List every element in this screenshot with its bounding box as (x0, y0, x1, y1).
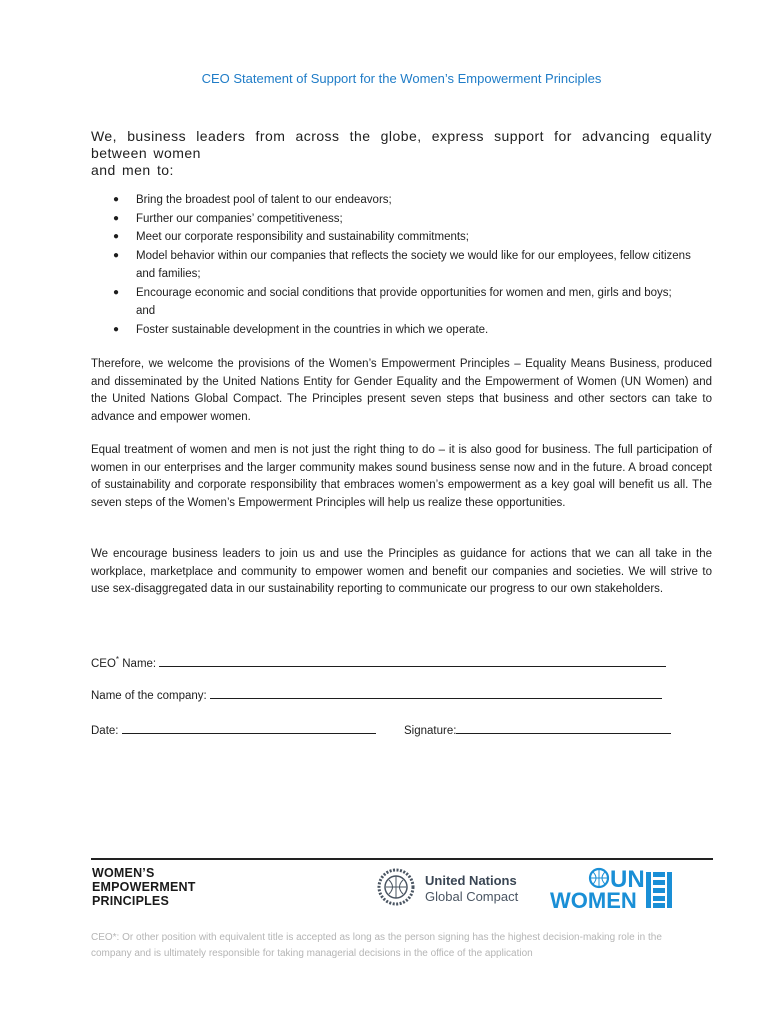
company-name-input[interactable] (210, 686, 662, 699)
date-input[interactable] (122, 721, 376, 734)
ceo-footnote: CEO*: Or other position with equivalent title is accepted as long as the person signing has the highest decision-making role in the company and is ultimately responsible for taking managerial decisions in the office of the application (91, 932, 662, 959)
bullet-icon: ● (113, 212, 120, 224)
un-women-equality-icon (646, 872, 672, 908)
un-women-logo-women: WOMEN (550, 888, 637, 910)
list-item: ● Encourage economic and social conditions that provide opportunities for women and men, girls and boys; and (91, 284, 691, 321)
un-women-logo-un: UN (610, 866, 645, 893)
un-women-logo (550, 866, 680, 910)
bullet-icon: ● (113, 323, 120, 335)
intro-line-2: between women (91, 145, 201, 161)
list-item: ● Bring the broadest pool of talent to our endeavors; (91, 191, 691, 210)
ceo-name-input[interactable] (159, 654, 666, 667)
commitments-list (91, 191, 691, 339)
un-global-compact-logo: United Nations Global Compact (425, 873, 519, 904)
page-title: CEO Statement of Support for the Women’s Empowerment Principles (201, 71, 602, 86)
paragraph-welcome: Therefore, we welcome the provisions of the Women’s Empowerment Principles – Equality Means Business, produced and disseminated by the United Nations Entity for Gender Equality and the Empowerment of Women (UN Women) and the United Nations Global Compact. The Principles present seven steps that business and other sectors can take to advance and empower women. (91, 358, 712, 423)
intro-line-1: We, business leaders from across the globe, express support for advancing equality (91, 128, 712, 144)
intro-statement (91, 128, 712, 179)
bullet-icon: ● (113, 249, 120, 261)
intro-line-3: and men to: (91, 162, 174, 178)
bullet-icon: ● (113, 231, 120, 242)
wep-logo: WOMEN’S EMPOWERMENT PRINCIPLES (92, 866, 196, 908)
list-item: ● Meet our corporate responsibility and sustainability commitments; (91, 228, 691, 247)
bullet-icon: ● (113, 194, 120, 205)
list-item: ● Foster sustainable development in the countries in which we operate. (91, 321, 691, 340)
bullet-icon: ● (113, 286, 120, 298)
footer-divider (91, 858, 713, 860)
signature-field: Signature: (404, 721, 671, 739)
list-item: ● Model behavior within our companies that reflects the society we would like for our employees, fellow citizens and families; (91, 247, 691, 284)
footnote-marker: * (115, 655, 120, 664)
ceo-name-field: CEO* Name: (91, 652, 666, 672)
list-item: ● Further our companies’ competitiveness; (91, 210, 691, 229)
date-field: Date: (91, 721, 376, 739)
paragraph-equal-treatment: Equal treatment of women and men is not just the right thing to do – it is also good for business. The full participation of women in our enterprises and the larger community makes sound business sense now and in the future. A broad concept of sustainability and corporate responsibility that embraces women’s empowerment as a key goal will benefit us all. The seven steps of the Women’s Empowerment Principles will help us realize these opportunities. (91, 444, 712, 509)
signature-input[interactable] (456, 721, 671, 734)
company-name-field: Name of the company: (91, 686, 662, 704)
paragraph-encourage: We encourage business leaders to join us and use the Principles as guidance for actions that we can all take in the workplace, marketplace and community to empower women and benefit our companies and societies. We will strive to use sex-disaggregated data in our sustainability reporting to communicate our progress to our own stakeholders. (91, 548, 712, 595)
